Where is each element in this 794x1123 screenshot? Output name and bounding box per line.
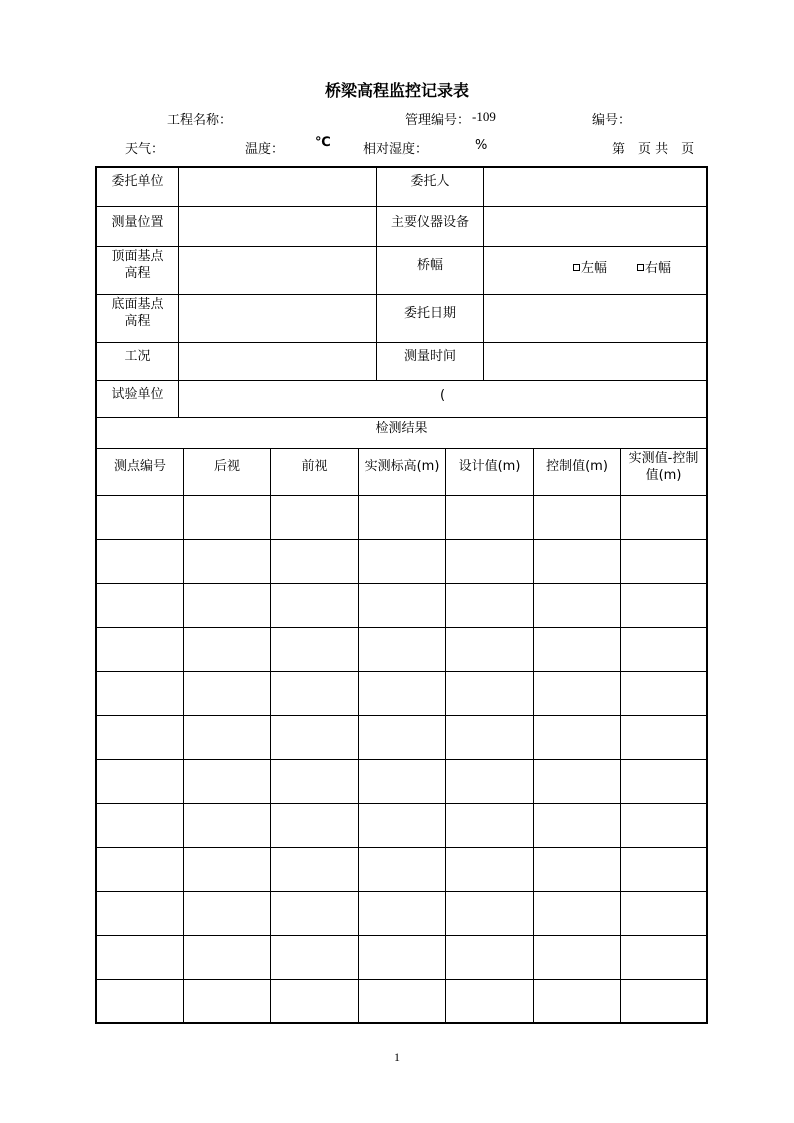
col-diff-line2: 值(m) [645,468,682,483]
humidity-unit: % [475,138,488,153]
condition-field[interactable] [179,343,376,380]
temperature-label: 温度： [245,142,285,157]
condition-label: 工况 [124,349,151,364]
left-width-label: 左幅 [581,261,608,276]
right-width-checkbox[interactable] [637,257,671,276]
weather-label: 天气： [125,142,165,157]
measure-position-label: 测量位置 [111,215,164,230]
record-table [95,166,708,1024]
top-base-field[interactable] [179,247,376,294]
col-design-value: 设计值(m) [458,459,521,474]
temperature-unit: ℃ [315,135,331,150]
measure-time-field[interactable] [484,343,706,380]
top-base-label-line2: 高程 [124,266,151,281]
top-base-label-line1: 顶面基点 [111,249,164,264]
col-backsight: 后视 [213,459,240,474]
bottom-base-field[interactable] [179,295,376,342]
bottom-base-label-line1: 底面基点 [111,297,164,312]
measure-time-label: 测量时间 [403,349,456,364]
page-number: 1 [394,1050,400,1064]
checkbox-icon [573,264,580,271]
main-instruments-label: 主要仪器设备 [390,215,469,230]
mgmt-no-value: -109 [472,109,496,124]
col-point-no: 测点编号 [113,459,166,474]
project-name-label: 工程名称： [167,113,233,128]
left-width-checkbox[interactable] [573,257,607,276]
humidity-label: 相对湿度： [363,142,429,157]
page-title: 桥梁高程监控记录表 [324,81,469,100]
number-label: 编号： [592,113,632,128]
test-unit-value[interactable]: ( [439,388,446,403]
test-unit-label: 试验单位 [111,387,164,402]
checkbox-icon [637,264,644,271]
measure-position-field[interactable] [179,207,376,246]
bridge-width-label: 桥幅 [416,258,443,273]
col-foresight: 前视 [301,459,328,474]
commission-date-field[interactable] [484,295,706,342]
client-unit-field[interactable] [179,168,376,206]
bottom-base-label-line2: 高程 [124,314,151,329]
mgmt-no-label: 管理编号： [405,113,471,128]
col-control-value: 控制值(m) [546,459,608,474]
right-width-label: 右幅 [645,261,672,276]
client-person-label: 委托人 [410,174,450,189]
client-unit-label: 委托单位 [111,174,164,189]
commission-date-label: 委托日期 [403,306,456,321]
main-instruments-field[interactable] [484,207,706,246]
col-diff-line1: 实测值-控制 [628,451,699,466]
col-measured-elevation: 实测标高(m) [364,459,440,474]
results-section-title: 检测结果 [375,421,428,436]
page-count-label: 第 页 共 页 [612,142,695,157]
client-person-field[interactable] [484,168,706,206]
